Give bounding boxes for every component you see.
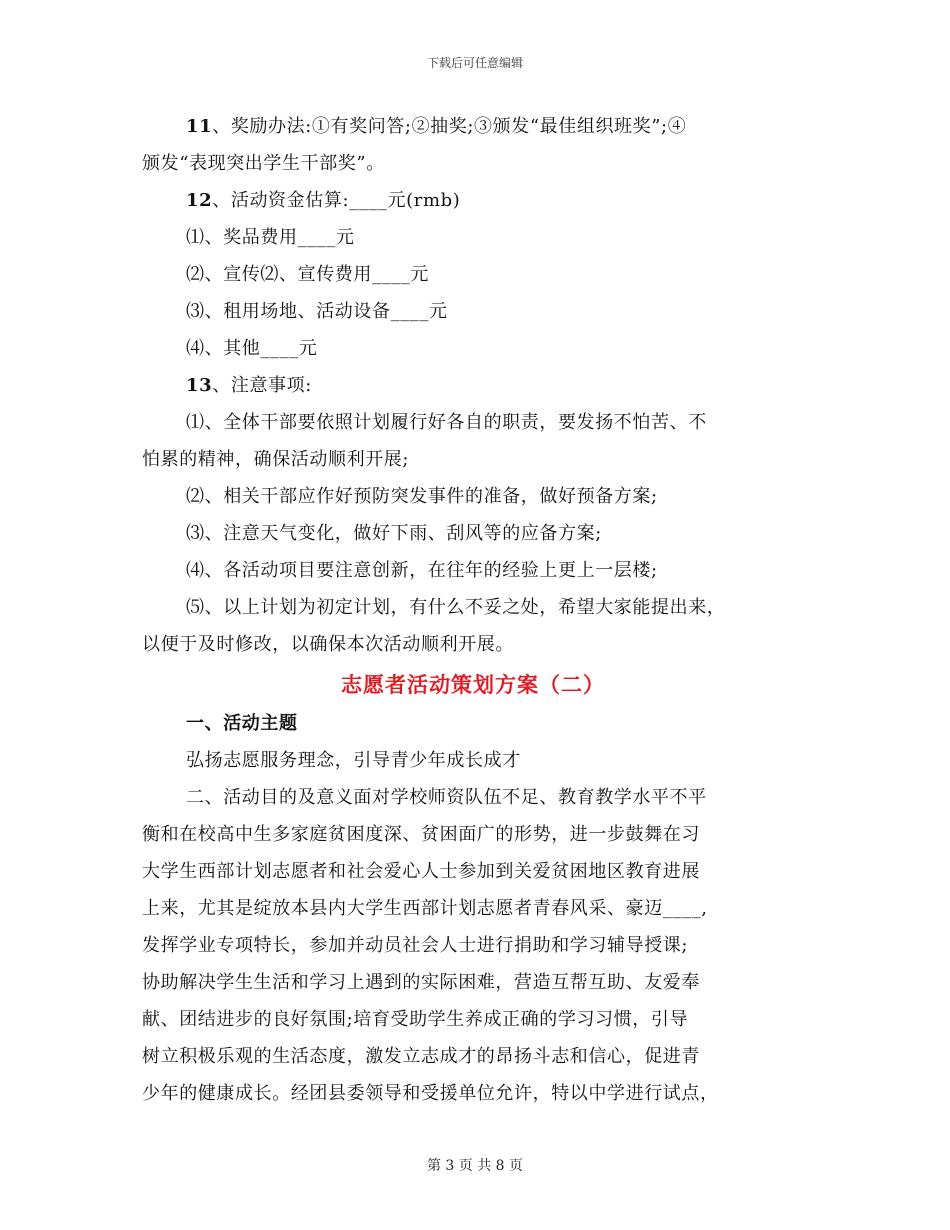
purpose-line: 树立积极乐观的生活态度，激发立志成才的昂扬斗志和信心，促进青 [142,1046,700,1067]
fund-item: ⑷、其他____元 [186,338,318,359]
note-5-line-1: ⑸、以上计划为初定计划，有什么不妥之处，希望大家能提出来， [186,597,726,618]
fund-item: ⑴、奖品费用____元 [186,227,355,248]
page-footer: 第 3 页 共 8 页 [426,1158,524,1174]
fund-item: ⑵、宣传⑵、宣传费用____元 [186,264,429,285]
item-11-line-1 [142,108,804,145]
section-title: 志愿者活动策划方案（二） [341,672,605,697]
theme-heading: 一、活动主题 [186,713,298,734]
note-1-line-1: ⑴、全体干部要依照计划履行好各自的职责，要发扬不怕苦、不 [186,412,707,433]
purpose-line: 衡和在校高中生多家庭贫困度深、贫困面广的形势，进一步鼓舞在习 [142,824,700,845]
note-4: ⑷、各活动项目要注意创新，在往年的经验上更上一层楼; [186,560,658,581]
note-3: ⑶、注意天气变化，做好下雨、刮风等的应备方案; [186,523,602,544]
item-text: 、注意事项: [212,375,312,396]
item-number: 13 [186,375,213,396]
purpose-line: 少年的健康成长。经团县委领导和受援单位允许，特以中学进行试点， [142,1083,719,1104]
purpose-line: 二、活动目的及意义面对学校师资队伍不足、教育教学水平不平 [186,787,707,808]
document-body [142,108,804,1112]
purpose-line: 协助解决学生生活和学习上遇到的实际困难，营造互帮互助、友爱奉 [142,972,700,993]
item-text: 、奖励办法:①有奖问答;②抽奖;③颁发“最佳组织班奖”;④ [212,116,687,137]
purpose-line: 上来，尤其是绽放本县内大学生西部计划志愿者青春风采、豪迈____, [142,898,708,919]
purpose-line: 发挥学业专项特长，参加并动员社会人士进行捐助和学习辅导授课; [142,935,689,956]
item-text: 、活动资金估算:____元(rmb) [212,190,461,211]
item-number: 11 [186,116,213,137]
item-11-line-2: 颁发“表现突出学生干部奖”。 [142,153,385,174]
item-number: 12 [186,190,213,211]
note-5-line-2: 以便于及时修改，以确保本次活动顺利开展。 [142,634,514,655]
note-1-line-2: 怕累的精神，确保活动顺利开展; [142,449,410,470]
fund-item: ⑶、租用场地、活动设备____元 [186,301,448,322]
theme-text: 弘扬志愿服务理念，引导青少年成长成才 [186,750,521,771]
page-header: 下载后可任意编辑 [426,56,523,70]
item-13-line [142,367,804,404]
purpose-line: 大学生西部计划志愿者和社会爱心人士参加到关爱贫困地区教育进展 [142,861,700,882]
item-12-line [142,182,804,219]
note-2: ⑵、相关干部应作好预防突发事件的准备，做好预备方案; [186,486,658,507]
purpose-line: 献、团结进步的良好氛围;培育受助学生养成正确的学习习惯，引导 [142,1009,689,1030]
